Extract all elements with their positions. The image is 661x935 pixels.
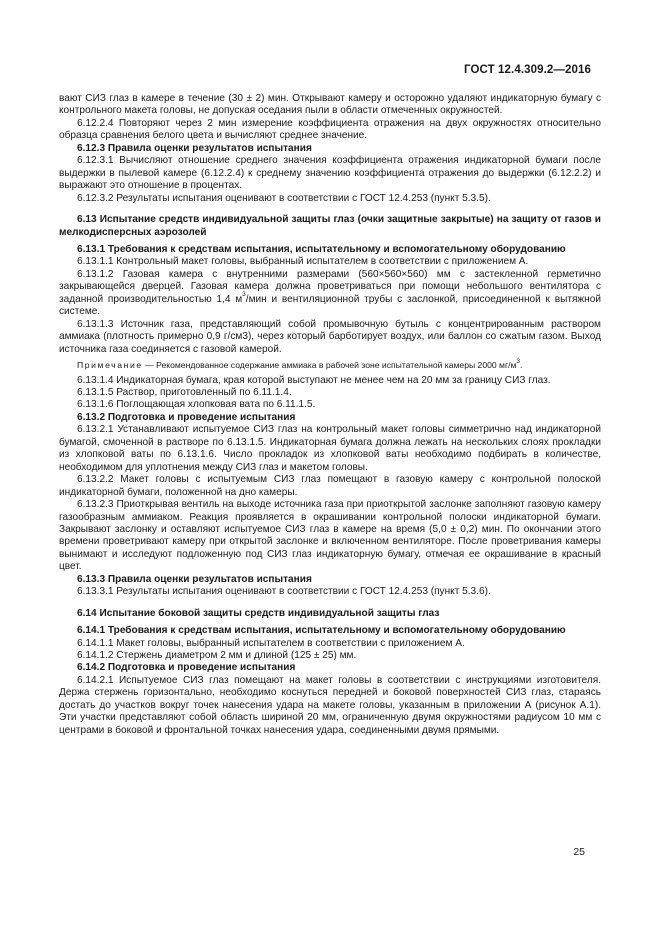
paragraph-text: 6.12.3.1 Вычисляют отношение среднего значения коэффициента отражения индикаторной бумаги после выдержки в пылевой камере (6.12.2.4) к среднему значению коэффициента отражения до выдержки (6.12.2.2) и выражают это отношение в процентах. <box>59 155 601 192</box>
section-heading <box>59 412 601 424</box>
paragraph-text: 6.13.2.3 Приоткрывая вентиль на выходе источника газа при приоткрытой заслонке заполняют газовую камеру газообразным аммиаком. Реакция проявляется в окрашивании контрольной полоски индикаторной бумаги. Закрывают заслонку и оставляют испытуемое СИЗ глаз в камере на время (5,0 ± 0,2) мин. По окончании этого времени проветривают камеру при открытой заслонке и включенном вентиляторе. После проветривания камеры вынимают и исследуют подложенную под СИЗ глаз индикаторную бумагу, отмечая ее окрашивание в красный цвет. <box>59 499 601 573</box>
paragraph-text: 6.14.2.1 Испытуемое СИЗ глаз помещают на макет головы в соответствии с инструкциями изготовителя. Держа стержень горизонтально, необходимо коснуться передней и боковой поверхностей СИЗ глаз, стараясь достать до участков вокруг точек нанесения удара на макете головы, указанным в приложении А (рисунок А.1). Эти участки представляют собой область шириной 20 мм, ограниченную двумя окружностями радиусом 10 мм с центрами в боковой и фронтальной точках нанесения удара, соединенными двумя прямыми. <box>59 674 601 736</box>
paragraph-text: вают СИЗ глаз в камере в течение (30 ± 2) мин. Открывают камеру и осторожно удаляют индикаторную бумагу с контрольного макета головы, не допуская оседания пыли в области отмеченных окружностей. <box>59 93 601 117</box>
paragraph-text: 6.12.2.4 Повторяют через 2 мин измерение коэффициента отражения на двух окружностях относительно образца сравнения белого цвета и вычисляют среднее значение. <box>59 117 601 142</box>
section-heading <box>59 662 601 674</box>
paragraph <box>59 399 601 411</box>
paragraph-text: 6.13.2 Подготовка и проведение испытания <box>77 411 296 423</box>
paragraph <box>59 118 601 143</box>
section-heading <box>59 214 601 239</box>
paragraph-text: 6.13.1.3 Источник газа, представляющий собой промывочную бутыль с концентрированным раствором аммиака (плотность примерно 0,9 г/см3), через который барботирует воздух, или баллон со сжатым газом. Выход источника газа соединяется с газовой камерой. <box>59 318 601 355</box>
paragraph <box>59 375 601 387</box>
paragraph <box>59 499 601 574</box>
paragraph-text: 6.14 Испытание боковой защиты средств индивидуальной защиты глаз <box>77 607 440 619</box>
section-heading <box>59 608 601 620</box>
paragraph-text: 6.13.1.1 Контрольный макет головы, выбранный испытателем в соответствии с приложением А. <box>77 256 529 268</box>
paragraph <box>59 675 601 737</box>
paragraph-text: 6.14.1.2 Стержень диаметром 2 мм и длиной (125 ± 25) мм. <box>77 650 357 662</box>
paragraph-text: — Рекомендованное содержание аммиака в рабочей зоне испытательной камеры 2000 $мг/м^3$. <box>145 358 523 371</box>
paragraph <box>59 474 601 499</box>
paragraph-text: 6.13.3.1 Результаты испытания оценивают в соответствии с ГОСТ 12.4.253 (пункт 5.3.6). <box>77 586 491 598</box>
note-paragraph <box>59 359 601 371</box>
paragraph-text: 6.13.2.1 Устанавливают испытуемое СИЗ глаз на контрольный макет головы симметрично над индикаторной бумагой, смоченной в растворе по 6.13.1.5. Индикаторная бумага должна лежать на нескольких слоях прокладки из хлопковой ваты по 6.13.1.6. Число прокладок из хлопковой ваты необходимо подбирать в количестве, необходимом для уплотнения между СИЗ глаз и макетом головы. <box>59 424 601 473</box>
document-body <box>59 93 601 737</box>
paragraph-text: 6.13.2.2 Макет головы с испытуемым СИЗ глаз помещают в газовую камеру с контрольной полоской индикаторной бумаги, положенной на дно камеры. <box>59 474 601 498</box>
paragraph-text: 6.13.1 Требования к средствам испытания, испытательному и вспомогательному оборудованию <box>77 243 566 255</box>
section-heading <box>59 244 601 256</box>
note-label: Примечание <box>77 360 143 371</box>
paragraph <box>59 319 601 356</box>
paragraph-text: 6.13.1.6 Поглощающая хлопковая вата по 6.11.1.5. <box>77 399 316 411</box>
section-heading <box>59 143 601 155</box>
paragraph-text: 6.14.1 Требования к средствам испытания, испытательному и вспомогательному оборудованию <box>77 625 566 637</box>
paragraph-text: 6.12.3.2 Результаты испытания оценивают в соответствии с ГОСТ 12.4.253 (пункт 5.3.5). <box>77 192 491 204</box>
paragraph-text: 6.12.3 Правила оценки результатов испытания <box>77 142 312 154</box>
page-number: 25 <box>573 846 585 858</box>
section-heading <box>59 574 601 586</box>
paragraph-text: 6.14.2 Подготовка и проведение испытания <box>77 662 296 674</box>
paragraph-text: 6.13.1.5 Раствор, приготовленный по 6.11.1.4. <box>77 386 292 398</box>
paragraph <box>59 155 601 192</box>
paragraph-text: 6.13 Испытание средств индивидуальной защиты глаз (очки защитные закрытые) на защиту от газов и мелкодисперсных аэрозолей <box>59 214 601 238</box>
paragraph <box>59 387 601 399</box>
paragraph <box>59 586 601 598</box>
paragraph <box>59 93 601 118</box>
paragraph <box>59 638 601 650</box>
paragraph <box>59 193 601 205</box>
paragraph-text: 6.14.1.1 Макет головы, выбранный испытателем в соответствии с приложением А. <box>77 637 465 649</box>
standard-designation: ГОСТ 12.4.309.2—2016 <box>464 64 591 76</box>
paragraph-text: 6.13.3 Правила оценки результатов испытания <box>77 573 312 585</box>
paragraph-text: 6.13.1.2 Газовая камера с внутренними размерами (560×560×560) мм с застекленной герметично закрывающейся дверцей. Газовая камера должна проветриваться при помощи небольшого вентилятора с заданной производительностью 1,4 $м^3$/мин и вентиляционной трубы с заслонкой, присоединенной к вытяжной системе. <box>59 268 602 318</box>
paragraph <box>59 424 601 474</box>
paragraph-text: 6.13.1.4 Индикаторная бумага, края которой выступают не менее чем на 20 мм за границу СИЗ глаз. <box>77 374 551 386</box>
paragraph <box>59 256 601 268</box>
section-heading <box>59 625 601 637</box>
paragraph <box>59 269 601 319</box>
paragraph <box>59 650 601 662</box>
